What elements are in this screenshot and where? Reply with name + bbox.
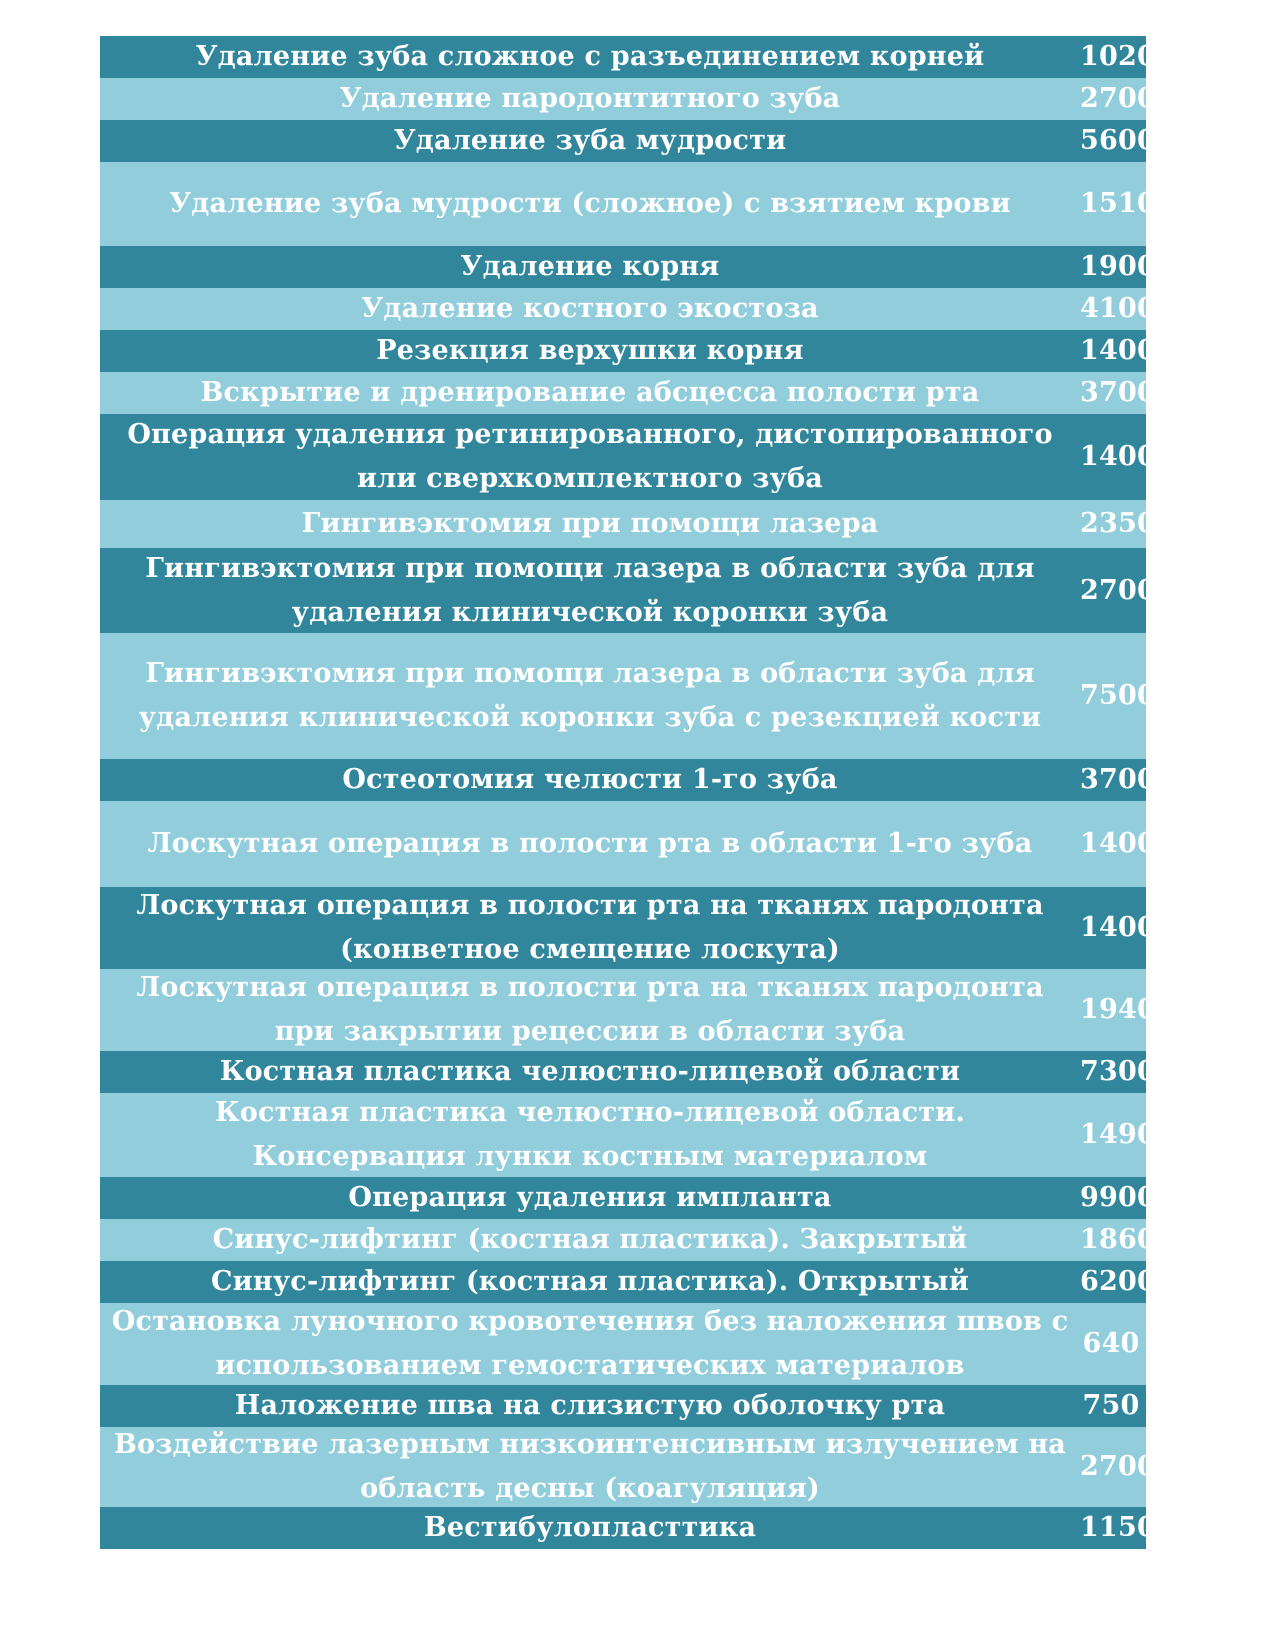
service-price: 640 [1082,1328,1140,1359]
service-name: Лоскутная операция в полости рта на тканях пародонта при закрытии рецессии в области зуба [136,972,1044,1047]
service-price: 14900 [1080,1119,1175,1150]
service-price: 2700 [1080,83,1156,114]
service-name: Остановка луночного кровотечения без наложения швов с использованием гемостатических материалов [111,1306,1069,1381]
service-price: 73000 [1080,1056,1175,1087]
service-name: Синус-лифтинг (костная пластика). Закрытый [212,1224,968,1255]
service-name: Гингивэктомия при помощи лазера [301,508,879,539]
table-row [100,801,1175,887]
service-price: 1900 [1080,251,1156,282]
table-row [100,372,1156,414]
service-name: Удаление корня [460,251,720,282]
service-price: 7500 [1080,680,1156,711]
service-price: 62000 [1080,1266,1175,1297]
service-name: Наложение шва на слизистую оболочку рта [234,1390,946,1421]
table-row [100,969,1175,1051]
table-row [100,120,1156,162]
table-row [100,1219,1175,1261]
table-row [100,162,1175,246]
service-name: Воздействие лазерным низкоинтенсивным излучением на область десны (коагуляция) [114,1429,1066,1504]
table-row [100,548,1156,633]
service-name: Вскрытие и дренирование абсцесса полости рта [200,377,980,408]
table-row [100,1051,1175,1093]
service-price: 750 [1082,1390,1140,1421]
price-table [100,36,1175,1549]
service-price: 3700 [1080,377,1156,408]
table-row [100,1507,1175,1549]
service-price: 2700 [1080,1451,1156,1482]
service-price: 2700 [1080,574,1156,606]
service-price: 19400 [1080,994,1175,1025]
service-name: Костная пластика челюстно-лицевой области [219,1056,961,1087]
table-row [100,1177,1156,1219]
table-row [100,246,1156,288]
service-price: 14000 [1080,335,1175,366]
service-price: 11500 [1080,1512,1175,1543]
service-name: Вестибулопласттика [423,1512,757,1543]
table-row [100,414,1175,500]
table-row [100,1093,1175,1177]
service-name: Гингивэктомия при помощи лазера в области зуба для удаления клинической коронки зуба с резекцией кости [138,658,1042,733]
service-price: 14000 [1080,912,1175,943]
service-price: 14000 [1080,441,1175,472]
service-name: Удаление зуба сложное с разъединением корней [195,41,985,72]
service-name: Синус-лифтинг (костная пластика). Открытый [210,1266,970,1297]
service-name: Удаление пародонтитного зуба [339,83,841,114]
table-row [100,330,1175,372]
service-price: 9900 [1080,1182,1156,1213]
service-price: 15100 [1080,188,1175,219]
table-row [100,887,1175,969]
service-price: 10200 [1080,41,1175,72]
service-name: Лоскутная операция в полости рта на тканях пародонта (конветное смещение лоскута) [136,890,1044,965]
service-name: Удаление зуба мудрости (сложное) с взятием крови [169,188,1011,219]
table-row [100,36,1175,78]
service-price: 3700 [1080,764,1156,795]
service-name: Гингивэктомия при помощи лазера в области зуба для удаления клинической коронки зуба [145,552,1035,628]
service-name: Лоскутная операция в полости рта в области 1-го зуба [147,828,1033,859]
table-row [100,1261,1175,1303]
service-price: 5600 [1080,125,1156,156]
service-price: 2350 [1080,508,1156,539]
table-row [100,633,1156,759]
table-row [100,288,1156,330]
table-row [100,500,1156,548]
service-price: 18600 [1080,1224,1175,1255]
service-price: 14000 [1080,828,1175,859]
table-row [100,1427,1156,1507]
service-name: Остеотомия челюсти 1-го зуба [342,764,838,795]
service-name: Удаление костного экостоза [361,293,819,324]
service-name: Костная пластика челюстно-лицевой области. Консервация лунки костным материалом [215,1097,965,1172]
table-row [100,78,1156,120]
service-name: Операция удаления ретинированного, дистопированного или сверхкомплектного зуба [127,419,1053,494]
service-price: 4100 [1080,293,1156,324]
service-name: Резекция верхушки корня [376,335,804,366]
table-row [100,759,1156,801]
table-row [100,1303,1146,1385]
table-row [100,1385,1146,1427]
service-name: Операция удаления импланта [348,1182,832,1213]
service-name: Удаление зуба мудрости [393,125,787,156]
